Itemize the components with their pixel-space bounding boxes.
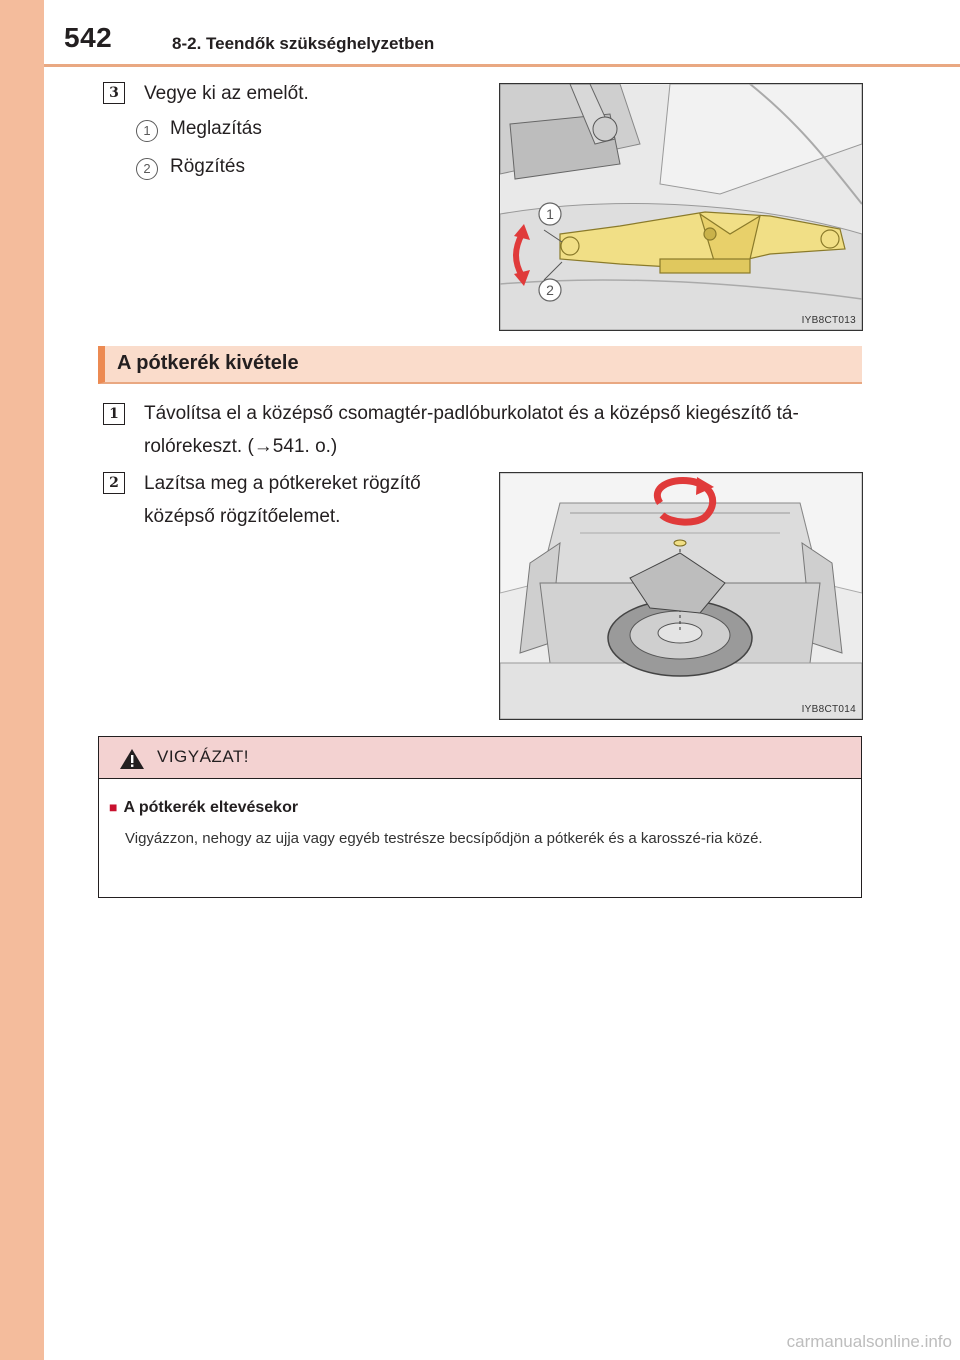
caution-header — [99, 737, 861, 779]
item-loosen-label: Meglazítás — [170, 118, 262, 139]
section-header — [98, 346, 862, 384]
step-2-text: Lazítsa meg a pótkereket rögzítő középső rögzítőelemet. — [144, 473, 421, 527]
callout-2-marker: 2 — [136, 158, 158, 180]
page-number: 542 — [64, 22, 113, 53]
caution-body: Vigyázzon, nehogy az ujja vagy egyéb testrésze becsípődjön a pótkerék és a karosszé-ria közé. — [125, 830, 763, 847]
step-number-2: 2 — [103, 472, 125, 494]
step-number-1: 1 — [103, 403, 125, 425]
caution-box — [98, 736, 862, 898]
section-header-title: A pótkerék kivétele — [117, 352, 299, 374]
step-number-3: 3 — [103, 82, 125, 104]
caution-subtitle — [109, 799, 298, 817]
header-divider — [44, 64, 960, 67]
warning-triangle-icon — [119, 748, 145, 770]
figure-1-code: IYB8CT013 — [801, 315, 856, 326]
footer-watermark[interactable]: carmanualsonline.info — [786, 1332, 952, 1351]
section-title: 8-2. Teendők szükséghelyzetben — [172, 34, 435, 53]
figure-callout-2-label: 2 — [546, 282, 554, 298]
caution-title: VIGYÁZAT! — [157, 747, 250, 766]
item-secure-label: Rögzítés — [170, 156, 245, 177]
spare-wheel-illustration — [499, 472, 863, 720]
side-tab — [0, 0, 44, 1360]
figure-callout-1-label: 1 — [546, 206, 554, 222]
bullet-square-icon: ■ — [109, 799, 118, 815]
callout-1-marker: 1 — [136, 120, 158, 142]
figure-2-code: IYB8CT014 — [801, 704, 856, 715]
step-1-text: Távolítsa el a középső csomagtér-padlóburkolatot és a középső kiegészítő tá-rolórekeszt. (→541. o.) — [144, 403, 799, 457]
caution-subtitle-text: A pótkerék eltevésekor — [123, 799, 299, 816]
jack-illustration — [499, 83, 863, 331]
step-3-text: Vegye ki az emelőt. — [144, 83, 309, 104]
